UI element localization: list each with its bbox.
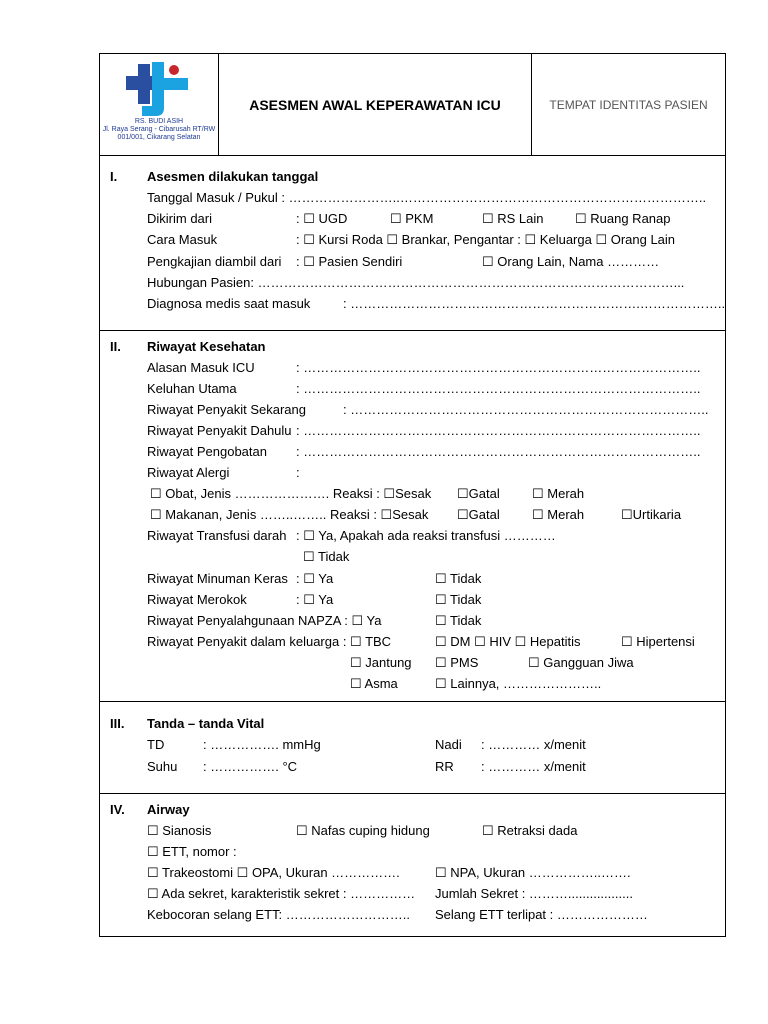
checkbox-rs-lain[interactable]: ☐ RS Lain — [482, 211, 544, 226]
checkbox-alcohol-yes[interactable]: : ☐ Ya — [296, 571, 334, 586]
checkbox-nafas-cuping-hidung[interactable]: ☐ Nafas cuping hidung — [296, 823, 430, 838]
section-assessment-date — [100, 156, 725, 331]
section-number: IV. — [110, 802, 125, 817]
logo-cell — [100, 54, 219, 155]
checkbox-ugd[interactable]: : ☐ UGD — [296, 211, 348, 226]
checkbox-pms[interactable]: ☐ PMS — [435, 655, 479, 670]
checkbox-alcohol-no[interactable]: ☐ Tidak — [435, 571, 482, 586]
checkbox-merah-drug[interactable]: ☐ Merah — [532, 486, 585, 501]
patient-identity-cell — [532, 54, 725, 155]
section-title: Riwayat Kesehatan — [147, 339, 266, 354]
section-airway — [100, 794, 725, 936]
checkbox-ruang-ranap[interactable]: ☐ Ruang Ranap — [575, 211, 671, 226]
hospital-address: Jl. Raya Serang - Cibarusah RT/RW 001/001, Cikarang Selatan — [102, 126, 216, 141]
hospital-info — [102, 118, 216, 142]
checkbox-merah-food[interactable]: ☐ Merah — [532, 507, 585, 522]
entry-method-options[interactable]: : ☐ Kursi Roda ☐ Brankar, Pengantar : ☐ Keluarga ☐ Orang Lain — [296, 232, 676, 247]
tracheostomy-opa-row[interactable]: ☐ Trakeostomi ☐ OPA, Ukuran ……………. — [147, 865, 400, 880]
medical-diagnosis-label: Diagnosa medis saat masuk — [147, 296, 311, 311]
form-header — [100, 54, 725, 156]
allergy-history-label: Riwayat Alergi — [147, 465, 230, 480]
ett-kinked-field[interactable]: Selang ETT terlipat : ………………… — [435, 907, 648, 922]
medical-diagnosis-field[interactable]: : ………………………………………………………….……………….. — [343, 296, 726, 311]
current-illness-label: Riwayat Penyakit Sekarang — [147, 402, 306, 417]
section-number: III. — [110, 716, 125, 731]
alcohol-history-label: Riwayat Minuman Keras — [147, 571, 288, 586]
section-number: I. — [110, 169, 118, 184]
assessment-source-label: Pengkajian diambil dari — [147, 254, 282, 269]
icu-reason-label: Alasan Masuk ICU — [147, 360, 255, 375]
drug-allergy-row[interactable]: ☐ Obat, Jenis …………………. Reaksi : ☐Sesak — [150, 486, 432, 501]
past-illness-label: Riwayat Penyakit Dahulu — [147, 423, 292, 438]
checkbox-pkm[interactable]: ☐ PKM — [390, 211, 434, 226]
title-cell — [219, 54, 532, 155]
nadi-label: Nadi — [435, 737, 462, 752]
td-label: TD — [147, 737, 165, 752]
admission-datetime-field[interactable]: Tanggal Masuk / Pukul : ……………………..…………………………………………………………….. — [147, 190, 707, 205]
checkbox-ett-number[interactable]: ☐ ETT, nomor : — [147, 844, 237, 859]
patient-relationship-field[interactable]: Hubungan Pasien: ……………………………………………………………………………………... — [147, 275, 685, 290]
napza-history-row[interactable]: Riwayat Penyalahgunaan NAPZA : ☐ Ya — [147, 613, 382, 628]
checkbox-sianosis[interactable]: ☐ Sianosis — [147, 823, 212, 838]
ett-leak-field[interactable]: Kebocoran selang ETT: ……………………….. — [147, 907, 410, 922]
allergy-colon: : — [296, 465, 300, 480]
current-illness-field[interactable]: : ……………………………………………………………………….. — [343, 402, 709, 417]
checkbox-asma[interactable]: ☐ Asma — [350, 676, 398, 691]
suhu-field[interactable]: : ……………. °C — [203, 759, 298, 774]
hospital-name: RS. BUDI ASIH — [134, 118, 184, 125]
family-history-row[interactable]: Riwayat Penyakit dalam keluarga : ☐ TBC — [147, 634, 392, 649]
section-health-history — [100, 331, 725, 702]
checkbox-transfusion-no[interactable]: ☐ Tidak — [303, 549, 350, 564]
checkbox-gatal-drug[interactable]: ☐Gatal — [457, 486, 500, 501]
checkbox-lainnya[interactable]: ☐ Lainnya, ………………….. — [435, 676, 602, 691]
section-vital-signs — [100, 702, 725, 794]
checkbox-pasien-sendiri[interactable]: : ☐ Pasien Sendiri — [296, 254, 403, 269]
section-title: Asesmen dilakukan tanggal — [147, 169, 319, 184]
checkbox-orang-lain[interactable]: ☐ Orang Lain, Nama ………… — [482, 254, 660, 269]
medication-history-label: Riwayat Pengobatan — [147, 444, 267, 459]
rr-field[interactable]: : ………… x/menit — [481, 759, 586, 774]
family-history-options[interactable]: ☐ DM ☐ HIV ☐ Hepatitis — [435, 634, 581, 649]
checkbox-napza-no[interactable]: ☐ Tidak — [435, 613, 482, 628]
medication-history-field[interactable]: : ……………………………………………………………………………….. — [296, 444, 701, 459]
checkbox-secretion[interactable]: ☐ Ada sekret, karakteristik sekret : …………… — [147, 886, 416, 901]
secretion-amount-field[interactable]: Jumlah Sekret : ……….................. — [435, 886, 633, 901]
checkbox-jantung[interactable]: ☐ Jantung — [350, 655, 412, 670]
checkbox-gangguan-jiwa[interactable]: ☐ Gangguan Jiwa — [528, 655, 634, 670]
hospital-logo-icon — [122, 60, 194, 118]
section-number: II. — [110, 339, 121, 354]
checkbox-smoking-no[interactable]: ☐ Tidak — [435, 592, 482, 607]
checkbox-transfusion-yes[interactable]: : ☐ Ya, Apakah ada reaksi transfusi ………… — [296, 528, 556, 543]
checkbox-gatal-food[interactable]: ☐Gatal — [457, 507, 500, 522]
checkbox-npa-size[interactable]: ☐ NPA, Ukuran ……………..……. — [435, 865, 631, 880]
suhu-label: Suhu — [147, 759, 178, 774]
nadi-field[interactable]: : ………… x/menit — [481, 737, 586, 752]
main-complaint-label: Keluhan Utama — [147, 381, 237, 396]
referred-from-label: Dikirim dari — [147, 211, 212, 226]
checkbox-retraksi-dada[interactable]: ☐ Retraksi dada — [482, 823, 578, 838]
td-field[interactable]: : ……………. mmHg — [203, 737, 321, 752]
checkbox-urtikaria[interactable]: ☐Urtikaria — [621, 507, 682, 522]
icu-reason-field[interactable]: : ……………………………………………………………………………….. — [296, 360, 701, 375]
patient-identity-placeholder: TEMPAT IDENTITAS PASIEN — [549, 97, 708, 112]
smoking-history-label: Riwayat Merokok — [147, 592, 247, 607]
assessment-form — [99, 53, 726, 937]
entry-method-label: Cara Masuk — [147, 232, 218, 247]
past-illness-field[interactable]: : ……………………………………………………………………………….. — [296, 423, 701, 438]
section-title: Airway — [147, 802, 190, 817]
section-title: Tanda – tanda Vital — [147, 716, 265, 731]
main-complaint-field[interactable]: : ……………………………………………………………………………….. — [296, 381, 701, 396]
form-title: ASESMEN AWAL KEPERAWATAN ICU — [249, 96, 501, 113]
transfusion-history-label: Riwayat Transfusi darah — [147, 528, 287, 543]
checkbox-smoking-yes[interactable]: : ☐ Ya — [296, 592, 334, 607]
food-allergy-row[interactable]: ☐ Makanan, Jenis ……..…….. Reaksi : ☐Sesak — [150, 507, 429, 522]
rr-label: RR — [435, 759, 454, 774]
checkbox-hipertensi[interactable]: ☐ Hipertensi — [621, 634, 695, 649]
